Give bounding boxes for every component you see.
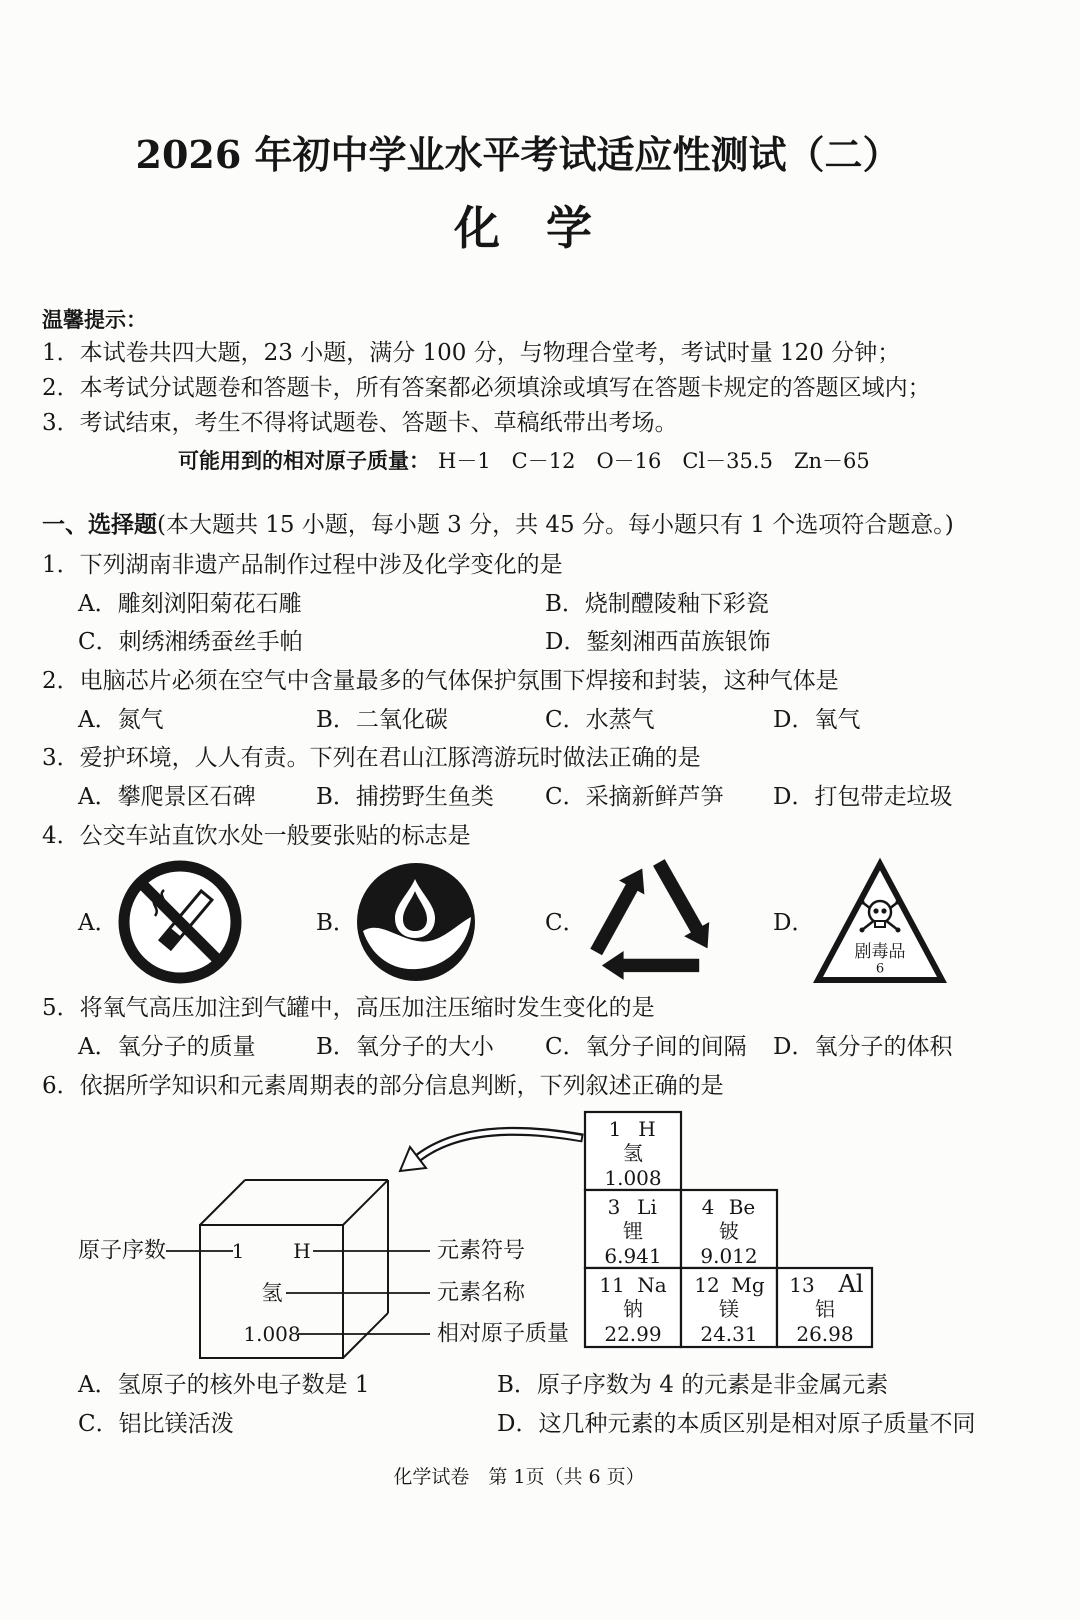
cell-symbol: Li [637, 1195, 657, 1219]
label-atomic-number: 原子序数 [78, 1238, 167, 1264]
exam-title: 2026 年初中学业水平考试适应性测试（二） [135, 132, 901, 177]
question-stem: 2．电脑芯片必须在空气中含量最多的气体保护氛围下焊接和封装，这种气体是 [42, 668, 839, 694]
notice-heading: 温馨提示： [42, 308, 147, 332]
label-element-name: 元素名称 [437, 1280, 526, 1306]
option-b: B．二氧化碳 [316, 707, 448, 733]
cube-atomic-number: 1 [231, 1239, 245, 1263]
option-d: D．氧气 [773, 707, 861, 733]
water-saving-icon [355, 861, 477, 983]
cell-symbol: Na [637, 1273, 667, 1297]
option-b: B．原子序数为 4 的元素是非金属元素 [497, 1372, 889, 1398]
notice-item: 2．本考试分试题卷和答题卡，所有答案都必须填涂或填写在答题卡规定的答题区域内； [42, 375, 931, 401]
subject-title: 化 学 [454, 201, 592, 255]
cell-name: 锂 [623, 1219, 643, 1243]
cell-mass: 1.008 [604, 1166, 662, 1190]
cell-name: 钠 [623, 1297, 643, 1321]
element-cell-li [585, 1190, 681, 1268]
cube-element-name: 氢 [261, 1281, 283, 1305]
cell-name: 氢 [623, 1141, 643, 1165]
toxic-substance-icon [812, 858, 948, 986]
cell-symbol: Al [838, 1270, 864, 1298]
cell-number: 3 [607, 1195, 621, 1219]
option-a: A．氧分子的质量 [78, 1034, 256, 1060]
option-c: C．铝比镁活泼 [78, 1411, 234, 1437]
notice-item: 3．考试结束，考生不得将试题卷、答题卡、草稿纸带出考场。 [42, 410, 678, 436]
element-cell-mg [681, 1268, 777, 1347]
cell-mass: 9.012 [700, 1244, 758, 1268]
section-heading [42, 512, 954, 538]
option-a: A．氢原子的核外电子数是 1 [78, 1372, 370, 1398]
option-c: C．采摘新鲜芦笋 [545, 784, 724, 810]
pointer-arrow [400, 1131, 583, 1171]
cube-element-symbol: H [293, 1239, 311, 1263]
option-c: C．刺绣湘绣蚕丝手帕 [78, 629, 303, 655]
option-d-label: D． [773, 910, 815, 936]
no-smoking-icon [116, 858, 244, 986]
cell-number: 12 [694, 1273, 720, 1297]
element-cell-be [681, 1190, 777, 1268]
sign-name-text: 剧毒品 [854, 942, 906, 962]
element-cell-al [777, 1268, 872, 1347]
option-b: B．氧分子的大小 [316, 1034, 494, 1060]
cell-number: 4 [701, 1195, 715, 1219]
option-b-label: B． [316, 910, 356, 936]
option-d: D．氧分子的体积 [773, 1034, 953, 1060]
option-c: C．水蒸气 [545, 707, 655, 733]
atomic-masses [178, 448, 870, 474]
option-a: A．攀爬景区石碑 [78, 784, 256, 810]
option-d: D．打包带走垃圾 [773, 784, 953, 810]
cube-atomic-mass: 1.008 [243, 1322, 301, 1346]
label-element-symbol: 元素符号 [437, 1238, 526, 1264]
question-stem: 5．将氧气高压加注到气罐中，高压加注压缩时发生变化的是 [42, 995, 655, 1021]
element-cell-h [585, 1112, 681, 1190]
section-title: 一、选择题 [42, 512, 157, 538]
sign-number-text: 6 [875, 961, 885, 977]
element-cell-na [585, 1268, 681, 1347]
question-stem: 4．公交车站直饮水处一般要张贴的标志是 [42, 823, 471, 849]
label-atomic-mass: 相对原子质量 [437, 1321, 570, 1347]
option-a-label: A． [78, 910, 118, 936]
question-stem: 6．依据所学知识和元素周期表的部分信息判断，下列叙述正确的是 [42, 1073, 724, 1099]
cell-mass: 24.31 [700, 1322, 758, 1346]
option-b: B．烧制醴陵釉下彩瓷 [545, 591, 769, 617]
cell-number: 1 [608, 1117, 622, 1141]
option-c: C．氧分子间的间隔 [545, 1034, 747, 1060]
section-description: (本大题共 15 小题，每小题 3 分，共 45 分。每小题只有 1 个选项符合题意。) [157, 512, 954, 538]
cell-name: 铝 [815, 1297, 835, 1321]
atomic-masses-values: H－1 C－12 O－16 Cl－35.5 Zn－65 [438, 449, 870, 473]
option-a: A．雕刻浏阳菊花石雕 [78, 591, 302, 617]
notice-item: 1．本试卷共四大题，23 小题，满分 100 分，与物理合堂考，考试时量 120 分钟； [42, 340, 901, 366]
cell-symbol: H [638, 1117, 656, 1141]
periodic-table-diagram [0, 1100, 1080, 1362]
option-a: A．氮气 [78, 707, 164, 733]
option-d: D．这几种元素的本质区别是相对原子质量不同 [497, 1411, 976, 1437]
question-stem: 3．爱护环境，人人有责。下列在君山江豚湾游玩时做法正确的是 [42, 745, 701, 771]
cell-mass: 6.941 [604, 1244, 662, 1268]
cell-symbol: Be [728, 1195, 756, 1219]
cell-mass: 26.98 [796, 1322, 854, 1346]
recycling-icon [582, 858, 716, 988]
atomic-masses-label: 可能用到的相对原子质量： [178, 449, 430, 473]
page-footer: 化学试卷 第 1页（共 6 页） [393, 1466, 645, 1488]
cell-number: 11 [599, 1273, 625, 1297]
option-d: D．錾刻湘西苗族银饰 [545, 629, 771, 655]
periodic-table [585, 1112, 872, 1347]
cell-mass: 22.99 [604, 1322, 662, 1346]
question-stem: 1．下列湖南非遗产品制作过程中涉及化学变化的是 [42, 552, 563, 578]
option-c-label: C． [545, 910, 586, 936]
cell-number: 13 [789, 1273, 815, 1297]
cell-name: 铍 [719, 1219, 739, 1243]
cell-name: 镁 [719, 1297, 739, 1321]
option-b: B．捕捞野生鱼类 [316, 784, 494, 810]
cell-symbol: Mg [731, 1273, 765, 1297]
